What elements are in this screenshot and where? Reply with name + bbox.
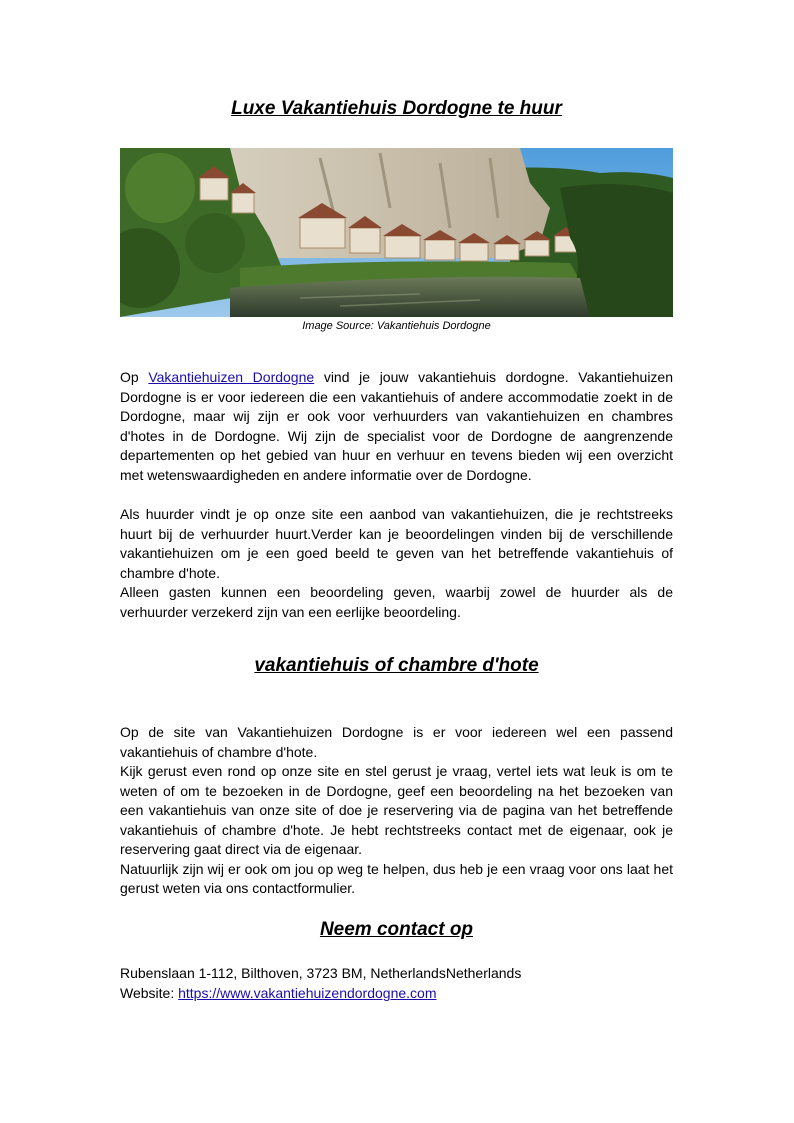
- chambre-paragraph-3: Natuurlijk zijn wij er ook om jou op weg te helpen, dus heb je een vraag voor ons laat het gerust weten via ons contactformulier.: [120, 860, 673, 896]
- page-title: Luxe Vakantiehuis Dordogne te huur: [231, 98, 562, 119]
- renters-paragraph-1: Als huurder vindt je op onze site een aanbod van vakantiehuizen, die je rechtstreeks huurt bij de verhuurder huurt.Verder kan je beoordelingen vinden bij de verschillende vakantiehuizen om je een goed beeld te geven van het betreffende vakantiehuis of chambre d'hote.: [120, 506, 673, 581]
- contact-heading: Neem contact op: [319, 919, 474, 940]
- website-label: Website:: [120, 985, 179, 1001]
- contact-website: [120, 983, 673, 1003]
- intro-prefix: Op: [120, 369, 149, 385]
- dordogne-photo: [120, 148, 673, 317]
- vakantiehuizen-dordogne-link[interactable]: Vakantiehuizen Dordogne: [148, 369, 315, 385]
- image-caption: Image Source: Vakantiehuis Dordogne: [302, 320, 491, 332]
- website-link[interactable]: https://www.vakantiehuizendordogne.com: [178, 985, 437, 1001]
- section-heading-chambre: vakantiehuis of chambre d'hote: [254, 655, 539, 676]
- renters-paragraph-2: Alleen gasten kunnen een beoordeling geven, waarbij zowel de huurder als de verhuurder verzekerd zijn van een eerlijke beoordeling.: [120, 584, 673, 620]
- chambre-paragraph-1: Op de site van Vakantiehuizen Dordogne is er voor iedereen wel een passend vakantiehuis of chambre d'hote.: [120, 724, 673, 760]
- landscape-image: [120, 148, 673, 317]
- intro-paragraph: [120, 368, 673, 485]
- intro-text: vind je jouw vakantiehuis dordogne. Vakantiehuizen Dordogne is er voor iedereen die een vakantiehuis of andere accommodatie zoekt in de Dordogne, maar wij zijn er ook voor verhuurders van vakantiehuizen en chambres d'hotes in de Dordogne. Wij zijn de specialist voor de Dordogne de aangrenzende departementen op het gebied van huur en verhuur en tevens bieden wij een overzicht met wetenswaardigheden en andere informatie over de Dordogne.: [120, 369, 673, 483]
- chambre-section: [120, 723, 673, 899]
- chambre-paragraph-2: Kijk gerust even rond op onze site en stel gerust je vraag, vertel iets wat leuk is om te weten of om te bezoeken in de Dordogne, geef een beoordeling na het bezoeken van een vakantiehuis van onze site of doe je reservering via de pagina van het betreffende vakantiehuis of chambre d'hote. Je hebt rechtstreeks contact met de eigenaar, ook je reservering gaat direct via de eigenaar.: [120, 763, 673, 857]
- renters-section: [120, 505, 673, 622]
- contact-address: Rubenslaan 1-112, Bilthoven, 3723 BM, NetherlandsNetherlands: [120, 965, 522, 981]
- contact-block: [120, 963, 673, 1003]
